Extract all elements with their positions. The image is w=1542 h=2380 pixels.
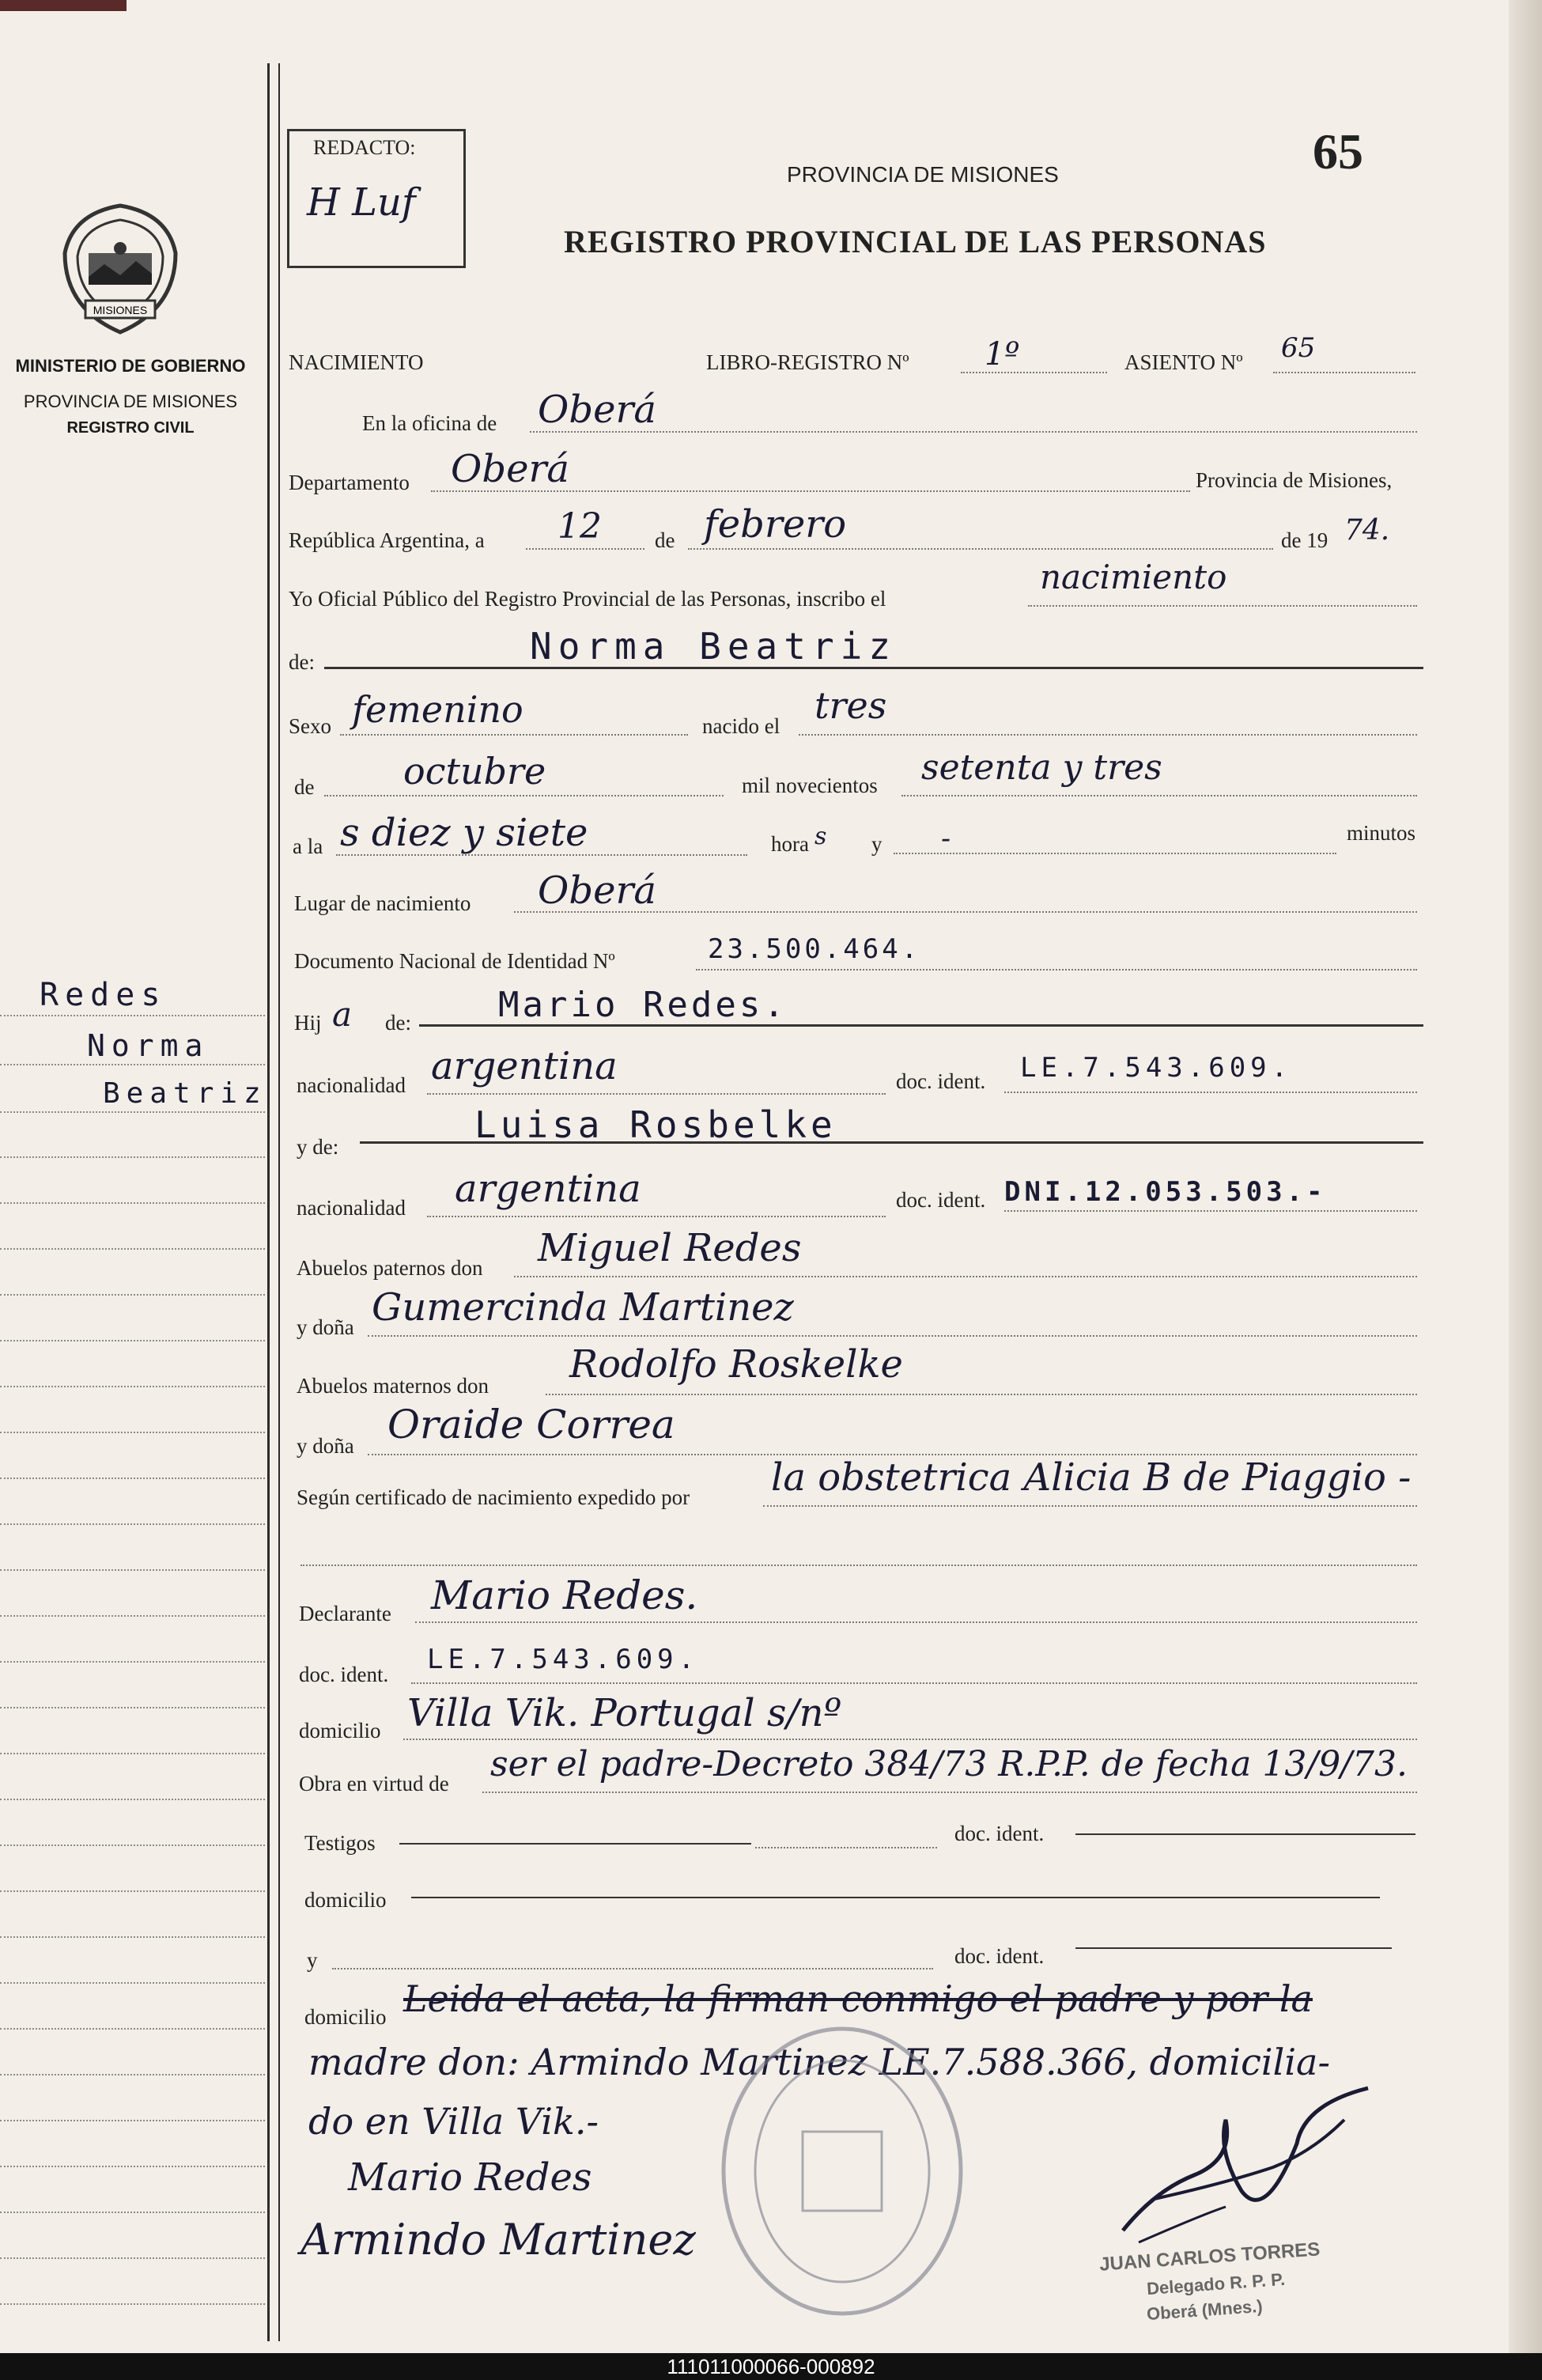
redacto-box bbox=[287, 129, 466, 268]
abuela-pat-value[interactable]: Gumercinda Martinez bbox=[372, 1285, 794, 1330]
dni-line bbox=[696, 969, 1417, 971]
nac-madre-label: nacionalidad bbox=[297, 1196, 406, 1220]
de2-label: de bbox=[294, 775, 315, 799]
nac-madre-line bbox=[427, 1216, 886, 1217]
oficina-value[interactable]: Oberá bbox=[538, 388, 657, 432]
oficial-text: Yo Oficial Público del Registro Provincial de las Personas, inscribo el bbox=[289, 587, 886, 611]
margin-name1: Norma bbox=[87, 1028, 210, 1063]
abuela-mat-value[interactable]: Oraide Correa bbox=[387, 1402, 675, 1447]
margin-surname: Redes bbox=[40, 977, 167, 1013]
nac-padre-value[interactable]: argentina bbox=[431, 1044, 618, 1088]
departamento-label: Departamento bbox=[289, 471, 410, 494]
sexo-value[interactable]: femenino bbox=[352, 688, 523, 731]
inscribo-line bbox=[1028, 605, 1417, 607]
republica-label: República Argentina, a bbox=[289, 528, 485, 552]
madre-value[interactable]: Luisa Rosbelke bbox=[474, 1103, 837, 1146]
minutos-line bbox=[894, 853, 1336, 854]
stamp-line1: JUAN CARLOS TORRES bbox=[1098, 2238, 1321, 2276]
doc-padre-value[interactable]: LE.7.543.609. bbox=[1020, 1052, 1293, 1084]
official-seal bbox=[716, 2021, 969, 2321]
inscribo-value[interactable]: nacimiento bbox=[1040, 558, 1227, 596]
minutos-value[interactable]: - bbox=[941, 823, 951, 855]
registro-heading: REGISTRO PROVINCIAL DE LAS PERSONAS bbox=[564, 224, 1267, 259]
doc-padre-label: doc. ident. bbox=[896, 1069, 986, 1093]
certificado-value[interactable]: la obstetrica Alicia B de Piaggio - bbox=[771, 1455, 1412, 1500]
emblem-label: MISIONES bbox=[93, 304, 148, 316]
doc-decl-value[interactable]: LE.7.543.609. bbox=[427, 1644, 700, 1675]
doc-padre-line bbox=[1004, 1092, 1417, 1093]
mes-nac-line bbox=[324, 795, 724, 796]
testigo1-dots bbox=[755, 1847, 937, 1848]
obra-line bbox=[482, 1792, 1417, 1793]
abuelos-mat-label: Abuelos maternos don bbox=[297, 1374, 489, 1398]
libro-line bbox=[961, 372, 1107, 373]
record-type: NACIMIENTO bbox=[289, 350, 424, 374]
provincia-heading: PROVINCIA DE MISIONES bbox=[787, 162, 1059, 187]
anio-value[interactable]: 74. bbox=[1344, 514, 1390, 547]
image-id-bar: 111011000066-000892 bbox=[0, 2353, 1542, 2380]
dni-label: Documento Nacional de Identidad Nº bbox=[294, 949, 615, 973]
padre-value[interactable]: Mario Redes. bbox=[498, 985, 788, 1025]
signature-testigo: Armindo Martinez bbox=[300, 2215, 696, 2265]
de-colon-label: de: bbox=[289, 650, 315, 674]
nacido-label: nacido el bbox=[702, 714, 780, 738]
abuelo-pat-line bbox=[514, 1276, 1417, 1277]
hora-s: s bbox=[814, 823, 827, 850]
yde-label: y de: bbox=[297, 1135, 339, 1159]
obra-label: Obra en virtud de bbox=[299, 1772, 449, 1795]
anio-nac-line bbox=[901, 795, 1417, 796]
oficina-label: En la oficina de bbox=[362, 411, 497, 435]
lugar-label: Lugar de nacimiento bbox=[294, 891, 471, 915]
minutos-label: minutos bbox=[1347, 821, 1416, 845]
certificado-line bbox=[763, 1505, 1417, 1507]
testigo2-doc-label: doc. ident. bbox=[954, 1944, 1045, 1968]
declarante-value[interactable]: Mario Redes. bbox=[431, 1572, 698, 1618]
abuelos-pat-label: Abuelos paternos don bbox=[297, 1256, 483, 1280]
abuelo-mat-line bbox=[546, 1394, 1417, 1395]
nota-line2: madre don: Armindo Martinez LE.7.588.366, domicilia- bbox=[308, 2041, 1330, 2083]
nacido-line bbox=[799, 734, 1417, 736]
abuela-pat-line bbox=[368, 1335, 1417, 1337]
domicilio-t1-line bbox=[411, 1897, 1380, 1898]
sexo-line bbox=[340, 734, 688, 736]
asiento-label: ASIENTO Nº bbox=[1124, 350, 1243, 374]
mes-nac-value[interactable]: octubre bbox=[403, 750, 546, 793]
doc-decl-line bbox=[411, 1682, 1417, 1684]
testigos-label: Testigos bbox=[304, 1831, 376, 1855]
stamp-line2: Delegado R. P. P. bbox=[1146, 2268, 1286, 2299]
nac-padre-line bbox=[427, 1093, 886, 1095]
libro-label: LIBRO-REGISTRO Nº bbox=[706, 350, 909, 374]
sexo-label: Sexo bbox=[289, 714, 331, 738]
domicilio-t2-label: domicilio bbox=[304, 2005, 387, 2029]
doc-madre-label: doc. ident. bbox=[896, 1188, 986, 1212]
nota-line3: do en Villa Vik.- bbox=[308, 2100, 599, 2143]
doc-madre-value[interactable]: DNI.12.053.503.- bbox=[1004, 1176, 1327, 1208]
signature-padre: Mario Redes bbox=[348, 2155, 592, 2200]
hijo-label: Hij bbox=[294, 1011, 322, 1035]
nacido-value[interactable]: tres bbox=[814, 684, 887, 727]
provincia-suffix: Provincia de Misiones, bbox=[1196, 468, 1393, 492]
declarante-line bbox=[415, 1621, 1417, 1623]
anio-nac-value[interactable]: setenta y tres bbox=[921, 747, 1162, 788]
domicilio-t1-label: domicilio bbox=[304, 1888, 387, 1912]
cover-edge bbox=[0, 0, 127, 11]
asiento-line bbox=[1273, 372, 1415, 373]
mes-value[interactable]: febrero bbox=[704, 502, 847, 547]
margin-name2: Beatriz bbox=[103, 1077, 267, 1110]
nac-padre-label: nacionalidad bbox=[297, 1073, 406, 1097]
ministry-line3: REGISTRO CIVIL bbox=[66, 419, 195, 437]
abuelo-mat-value[interactable]: Rodolfo Roskelke bbox=[569, 1342, 903, 1387]
de-label: de bbox=[655, 528, 675, 552]
page-edge bbox=[1509, 0, 1542, 2353]
anio-label: de 19 bbox=[1281, 528, 1328, 552]
certificado-label: Según certificado de nacimiento expedido por bbox=[297, 1485, 690, 1509]
dni-value[interactable]: 23.500.464. bbox=[708, 933, 921, 965]
testigo1-doc-line bbox=[1075, 1833, 1415, 1835]
doc-decl-label: doc. ident. bbox=[299, 1663, 389, 1686]
province-emblem bbox=[57, 198, 183, 340]
hora-label: hora bbox=[771, 832, 809, 856]
stamp-line3: Oberá (Mnes.) bbox=[1146, 2295, 1264, 2325]
page-number: 65 bbox=[1313, 123, 1363, 180]
declarante-label: Declarante bbox=[299, 1602, 391, 1625]
y2-label: y bbox=[307, 1948, 318, 1972]
hijo-de-label: de: bbox=[385, 1011, 411, 1035]
abuelo-pat-value[interactable]: Miguel Redes bbox=[538, 1226, 802, 1270]
domicilio-decl-line bbox=[403, 1739, 1417, 1740]
ministry-line2: PROVINCIA DE MISIONES bbox=[23, 392, 238, 411]
testigo1-line bbox=[399, 1843, 751, 1845]
departamento-value[interactable]: Oberá bbox=[451, 447, 570, 491]
dia-value[interactable]: 12 bbox=[557, 506, 602, 547]
hora-value[interactable]: s diez y siete bbox=[340, 811, 588, 855]
testigo1-doc-label: doc. ident. bbox=[954, 1822, 1045, 1845]
mes-line bbox=[688, 548, 1273, 550]
mil-label: mil novecientos bbox=[742, 774, 878, 797]
y-label: y bbox=[871, 832, 882, 856]
certificado-line2 bbox=[300, 1565, 1417, 1566]
ydona-pat-label: y doña bbox=[297, 1315, 354, 1339]
ministry-line1: MINISTERIO DE GOBIERNO bbox=[15, 356, 246, 376]
nota-line1: Leida el acta, la firman conmigo el padre y por la bbox=[403, 1977, 1313, 2020]
dia-line bbox=[526, 548, 644, 550]
oficina-line bbox=[530, 431, 1417, 433]
testigo2-doc-line bbox=[1075, 1947, 1392, 1949]
hijo-suffix: a bbox=[332, 995, 353, 1034]
form-border bbox=[278, 63, 280, 2341]
ydona-mat-label: y doña bbox=[297, 1434, 354, 1458]
nac-madre-value[interactable]: argentina bbox=[455, 1167, 641, 1211]
ala-label: a la bbox=[293, 834, 323, 858]
domicilio-decl-label: domicilio bbox=[299, 1719, 381, 1742]
domicilio-decl-value[interactable]: Villa Vik. Portugal s/nº bbox=[407, 1691, 842, 1735]
asiento-value[interactable]: 65 bbox=[1281, 332, 1316, 364]
nombre-value[interactable]: Norma Beatriz bbox=[530, 625, 898, 668]
redacto-label: REDACTO: bbox=[313, 136, 416, 159]
delegate-signature bbox=[1107, 2072, 1392, 2254]
testigo2-dots bbox=[332, 1968, 933, 1969]
obra-value[interactable]: ser el padre-Decreto 384/73 R.P.P. de fecha 13/9/73. bbox=[490, 1744, 1408, 1784]
redacto-value: H Luf bbox=[307, 180, 416, 225]
stub-divider bbox=[267, 63, 270, 2341]
lugar-value[interactable]: Oberá bbox=[538, 868, 657, 913]
libro-value[interactable]: 1º bbox=[985, 336, 1020, 373]
doc-madre-line bbox=[1004, 1210, 1417, 1212]
